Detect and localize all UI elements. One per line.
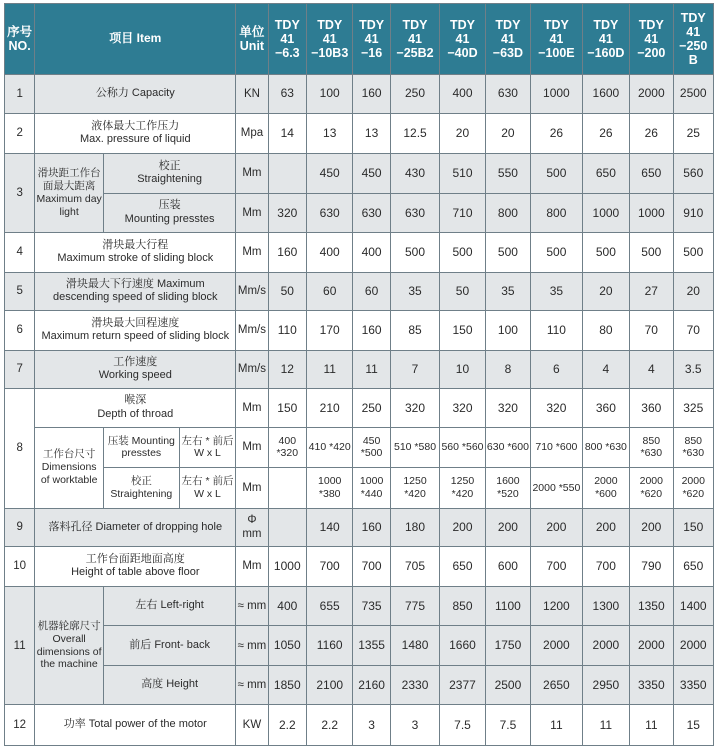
value-cell: 2377: [440, 665, 485, 705]
value-cell: 510: [440, 154, 485, 194]
value-cell: 600: [485, 547, 530, 587]
spec-row-max-stroke: [5, 233, 714, 273]
value-cell: 1355: [353, 626, 390, 666]
value-cell: 150: [268, 389, 306, 428]
value-cell: 650: [673, 547, 713, 587]
row-number: 3: [5, 154, 35, 233]
row-label: 滑块最大下行速度 Maximum descending speed of sliding block: [35, 272, 236, 311]
value-cell: 850 *630: [673, 427, 713, 468]
row-sublabel: 压装 Mounting presstes: [103, 427, 179, 468]
row-label: 喉深 Depth of throad: [35, 389, 236, 428]
value-cell: 170: [306, 311, 352, 351]
value-cell: 140: [306, 508, 352, 547]
model-header: TDY 41 −40D: [440, 4, 485, 75]
value-cell: 200: [440, 508, 485, 547]
value-cell: 3: [353, 705, 390, 746]
value-cell: 735: [353, 586, 390, 626]
model-header: TDY 41 −100E: [531, 4, 583, 75]
row-number: 8: [5, 389, 35, 509]
spec-row-overall-front-back: [5, 626, 714, 666]
value-cell: 70: [673, 311, 713, 351]
spec-row-worktable-straightening: [5, 468, 714, 509]
value-cell: 790: [630, 547, 673, 587]
value-cell: 650: [630, 154, 673, 194]
row-number: 9: [5, 508, 35, 547]
value-cell: 200: [582, 508, 629, 547]
value-cell: 800: [531, 193, 583, 233]
value-cell: 320: [440, 389, 485, 428]
value-cell: 160: [268, 233, 306, 273]
spec-row-table-height: [5, 547, 714, 587]
value-cell: 2650: [531, 665, 583, 705]
row-dimension-label: 左右 * 前后 W x L: [179, 427, 236, 468]
value-cell: 160: [353, 311, 390, 351]
value-cell: 630: [353, 193, 390, 233]
model-header: TDY 41 −63D: [485, 4, 530, 75]
value-cell: 150: [673, 508, 713, 547]
value-cell: 26: [582, 113, 629, 154]
value-cell: 2500: [673, 75, 713, 114]
value-cell: 180: [390, 508, 439, 547]
value-cell: 320: [485, 389, 530, 428]
row-unit: Mm: [236, 468, 268, 509]
row-label: 工作台面距地面高度 Height of table above floor: [35, 547, 236, 587]
spec-row-worktable-mounting: [5, 427, 714, 468]
value-cell: 800 *630: [582, 427, 629, 468]
value-cell: 2000 *620: [630, 468, 673, 509]
value-cell: 1600: [582, 75, 629, 114]
value-cell: 800: [485, 193, 530, 233]
value-cell: 400 *320: [268, 427, 306, 468]
value-cell: 850 *630: [630, 427, 673, 468]
value-cell: 11: [531, 705, 583, 746]
value-cell: 2000 *620: [673, 468, 713, 509]
value-cell: 700: [531, 547, 583, 587]
value-cell: 1160: [306, 626, 352, 666]
value-cell: 13: [353, 113, 390, 154]
value-cell: 7: [390, 350, 439, 389]
header-unit: 单位 Unit: [236, 4, 268, 75]
value-cell: 410 *420: [306, 427, 352, 468]
value-cell: 7.5: [485, 705, 530, 746]
row-number: 5: [5, 272, 35, 311]
row-sublabel: 前后 Front- back: [103, 626, 235, 666]
value-cell: 1000 *440: [353, 468, 390, 509]
value-cell: 560: [673, 154, 713, 194]
value-cell: 200: [485, 508, 530, 547]
row-unit: ≈ mm: [236, 626, 268, 666]
spec-row-dropping-hole: [5, 508, 714, 547]
value-cell: 1000: [531, 75, 583, 114]
row-unit: Mm: [236, 427, 268, 468]
value-cell: 1000: [630, 193, 673, 233]
value-cell: 2330: [390, 665, 439, 705]
value-cell: 8: [485, 350, 530, 389]
value-cell: 500: [485, 233, 530, 273]
row-unit: Mm/s: [236, 350, 268, 389]
row-unit: Mm: [236, 547, 268, 587]
value-cell: 35: [485, 272, 530, 311]
value-cell: 500: [531, 154, 583, 194]
value-cell: 3350: [673, 665, 713, 705]
row-number: 1: [5, 75, 35, 114]
value-cell: 700: [306, 547, 352, 587]
value-cell: 630: [485, 75, 530, 114]
row-number: 10: [5, 547, 35, 587]
value-cell: 160: [353, 75, 390, 114]
value-cell: 705: [390, 547, 439, 587]
value-cell: 100: [485, 311, 530, 351]
value-cell: 63: [268, 75, 306, 114]
value-cell: [268, 468, 306, 509]
row-unit: Mm: [236, 233, 268, 273]
value-cell: 2000: [630, 75, 673, 114]
value-cell: 850: [440, 586, 485, 626]
value-cell: 110: [531, 311, 583, 351]
value-cell: 20: [673, 272, 713, 311]
row-sublabel: 校正 Straightening: [103, 154, 235, 194]
value-cell: 7.5: [440, 705, 485, 746]
value-cell: 20: [485, 113, 530, 154]
model-header: TDY 41 −25B2: [390, 4, 439, 75]
header-item: 项目 Item: [35, 4, 236, 75]
value-cell: 35: [531, 272, 583, 311]
row-sublabel: 左右 Left-right: [103, 586, 235, 626]
row-unit: ≈ mm: [236, 586, 268, 626]
value-cell: 710 *600: [531, 427, 583, 468]
value-cell: 320: [268, 193, 306, 233]
value-cell: 2000 *600: [582, 468, 629, 509]
value-cell: 650: [582, 154, 629, 194]
value-cell: 655: [306, 586, 352, 626]
spec-row-return-speed: [5, 311, 714, 351]
value-cell: 560 *560: [440, 427, 485, 468]
value-cell: 2160: [353, 665, 390, 705]
header-row: [5, 4, 714, 75]
value-cell: 1100: [485, 586, 530, 626]
value-cell: 710: [440, 193, 485, 233]
value-cell: 25: [673, 113, 713, 154]
value-cell: 1600 *520: [485, 468, 530, 509]
value-cell: 630: [306, 193, 352, 233]
row-dimension-label: 左右 * 前后 W x L: [179, 468, 236, 509]
value-cell: 250: [390, 75, 439, 114]
value-cell: 1000: [268, 547, 306, 587]
value-cell: 3.5: [673, 350, 713, 389]
row-unit: Mm: [236, 389, 268, 428]
value-cell: 11: [306, 350, 352, 389]
row-unit: Φ mm: [236, 508, 268, 547]
value-cell: 200: [630, 508, 673, 547]
value-cell: 510 *580: [390, 427, 439, 468]
row-label: 功率 Total power of the motor: [35, 705, 236, 746]
value-cell: 500: [390, 233, 439, 273]
value-cell: 1000 *380: [306, 468, 352, 509]
value-cell: 2000: [531, 626, 583, 666]
row-unit: ≈ mm: [236, 665, 268, 705]
value-cell: 1250 *420: [440, 468, 485, 509]
value-cell: 775: [390, 586, 439, 626]
value-cell: 2000: [630, 626, 673, 666]
value-cell: 500: [630, 233, 673, 273]
value-cell: 400: [353, 233, 390, 273]
value-cell: 110: [268, 311, 306, 351]
value-cell: 1250 *420: [390, 468, 439, 509]
value-cell: 2.2: [268, 705, 306, 746]
value-cell: 450: [306, 154, 352, 194]
value-cell: 250: [353, 389, 390, 428]
value-cell: 1850: [268, 665, 306, 705]
value-cell: 100: [306, 75, 352, 114]
value-cell: 2.2: [306, 705, 352, 746]
value-cell: 11: [582, 705, 629, 746]
spec-row-throat-depth: [5, 389, 714, 428]
value-cell: 70: [630, 311, 673, 351]
spec-row-working-speed: [5, 350, 714, 389]
row-label: 公称力 Capacity: [35, 75, 236, 114]
value-cell: 210: [306, 389, 352, 428]
header-no: 序号 NO.: [5, 4, 35, 75]
row-unit: KN: [236, 75, 268, 114]
value-cell: 630: [390, 193, 439, 233]
value-cell: 1200: [531, 586, 583, 626]
value-cell: 2000 *550: [531, 468, 583, 509]
model-header: TDY 41 −160D: [582, 4, 629, 75]
value-cell: 450 *500: [353, 427, 390, 468]
model-header: TDY 41 −16: [353, 4, 390, 75]
value-cell: 3: [390, 705, 439, 746]
row-unit: Mm: [236, 193, 268, 233]
value-cell: 20: [440, 113, 485, 154]
value-cell: 12: [268, 350, 306, 389]
value-cell: 700: [582, 547, 629, 587]
spec-row-descending-speed: [5, 272, 714, 311]
value-cell: 14: [268, 113, 306, 154]
value-cell: 320: [390, 389, 439, 428]
value-cell: 85: [390, 311, 439, 351]
spec-table: [4, 3, 714, 746]
value-cell: 910: [673, 193, 713, 233]
row-number: 4: [5, 233, 35, 273]
value-cell: 360: [582, 389, 629, 428]
value-cell: 2100: [306, 665, 352, 705]
value-cell: 26: [531, 113, 583, 154]
row-label: 液体最大工作压力 Max. pressure of liquid: [35, 113, 236, 154]
value-cell: 11: [630, 705, 673, 746]
value-cell: 1400: [673, 586, 713, 626]
row-number: 2: [5, 113, 35, 154]
value-cell: 2000: [582, 626, 629, 666]
value-cell: 400: [268, 586, 306, 626]
value-cell: 400: [440, 75, 485, 114]
row-label: 滑块最大行程 Maximum stroke of sliding block: [35, 233, 236, 273]
model-header: TDY 41 −250 B: [673, 4, 713, 75]
value-cell: 6: [531, 350, 583, 389]
value-cell: 11: [353, 350, 390, 389]
value-cell: 1000: [582, 193, 629, 233]
value-cell: 35: [390, 272, 439, 311]
value-cell: 1480: [390, 626, 439, 666]
value-cell: 26: [630, 113, 673, 154]
value-cell: 13: [306, 113, 352, 154]
value-cell: 550: [485, 154, 530, 194]
row-number: 6: [5, 311, 35, 351]
value-cell: 60: [353, 272, 390, 311]
row-number: 12: [5, 705, 35, 746]
value-cell: 500: [582, 233, 629, 273]
row-unit: KW: [236, 705, 268, 746]
row-unit: Mm: [236, 154, 268, 194]
row-label: 工作速度 Working speed: [35, 350, 236, 389]
value-cell: 325: [673, 389, 713, 428]
value-cell: 200: [531, 508, 583, 547]
row-unit: Mpa: [236, 113, 268, 154]
value-cell: 1660: [440, 626, 485, 666]
value-cell: 10: [440, 350, 485, 389]
row-number: 7: [5, 350, 35, 389]
value-cell: 630 *600: [485, 427, 530, 468]
row-group-label: 机器轮廓尺寸 Overall dimensions of the machine: [35, 586, 104, 705]
value-cell: 20: [582, 272, 629, 311]
value-cell: 400: [306, 233, 352, 273]
value-cell: 27: [630, 272, 673, 311]
value-cell: 50: [268, 272, 306, 311]
value-cell: 50: [440, 272, 485, 311]
value-cell: 150: [440, 311, 485, 351]
value-cell: 3350: [630, 665, 673, 705]
value-cell: 160: [353, 508, 390, 547]
spec-row-max-pressure: [5, 113, 714, 154]
row-unit: Mm/s: [236, 311, 268, 351]
row-group-label: 工作台尺寸 Dimensions of worktable: [35, 427, 104, 508]
value-cell: 450: [353, 154, 390, 194]
value-cell: 320: [531, 389, 583, 428]
value-cell: 500: [673, 233, 713, 273]
value-cell: 2950: [582, 665, 629, 705]
value-cell: 650: [440, 547, 485, 587]
spec-row-daylight-straightening: [5, 154, 714, 194]
model-header: TDY 41 −10B3: [306, 4, 352, 75]
value-cell: 2000: [673, 626, 713, 666]
value-cell: 60: [306, 272, 352, 311]
row-group-label: 滑块距工作台面最大距离 Maximum day light: [35, 154, 104, 233]
value-cell: [268, 508, 306, 547]
value-cell: 700: [353, 547, 390, 587]
value-cell: 430: [390, 154, 439, 194]
value-cell: 80: [582, 311, 629, 351]
value-cell: 1050: [268, 626, 306, 666]
value-cell: 1300: [582, 586, 629, 626]
value-cell: 360: [630, 389, 673, 428]
value-cell: [268, 154, 306, 194]
row-sublabel: 压装 Mounting presstes: [103, 193, 235, 233]
spec-row-overall-left-right: [5, 586, 714, 626]
row-unit: Mm/s: [236, 272, 268, 311]
value-cell: 500: [440, 233, 485, 273]
row-number: 11: [5, 586, 35, 705]
value-cell: 12.5: [390, 113, 439, 154]
value-cell: 4: [582, 350, 629, 389]
row-sublabel: 高度 Height: [103, 665, 235, 705]
row-label: 落料孔径 Diameter of dropping hole: [35, 508, 236, 547]
value-cell: 15: [673, 705, 713, 746]
row-label: 滑块最大回程速度 Maximum return speed of sliding block: [35, 311, 236, 351]
spec-row-overall-height: [5, 665, 714, 705]
model-header: TDY 41 −6.3: [268, 4, 306, 75]
spec-row-capacity: [5, 75, 714, 114]
model-header: TDY 41 −200: [630, 4, 673, 75]
row-sublabel: 校正 Straightening: [103, 468, 179, 509]
value-cell: 4: [630, 350, 673, 389]
value-cell: 2500: [485, 665, 530, 705]
spec-row-motor-power: [5, 705, 714, 746]
value-cell: 1750: [485, 626, 530, 666]
value-cell: 1350: [630, 586, 673, 626]
value-cell: 500: [531, 233, 583, 273]
spec-row-daylight-mounting: [5, 193, 714, 233]
